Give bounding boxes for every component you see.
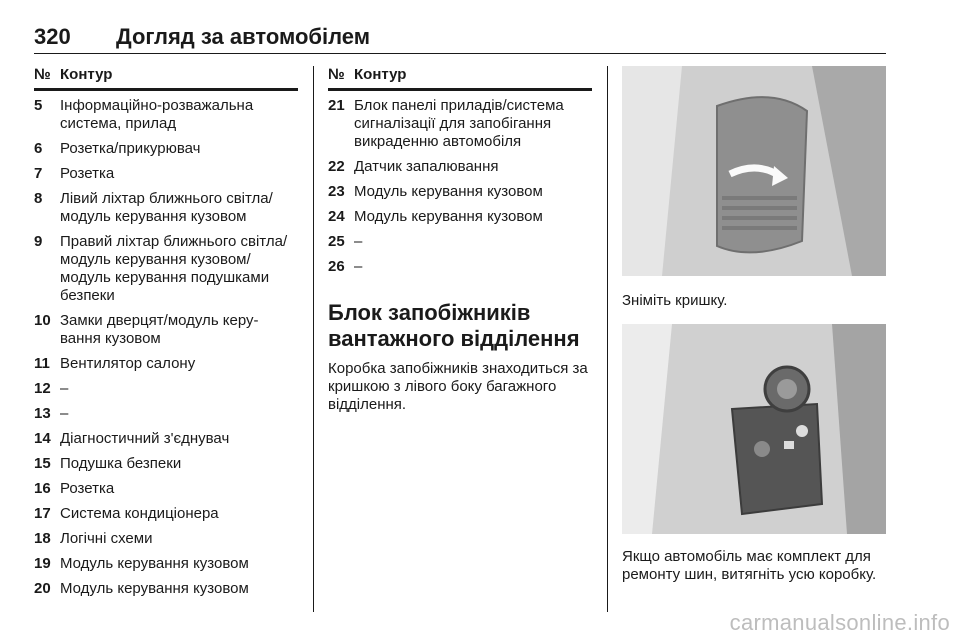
table-row <box>328 158 592 176</box>
circuit-name: Розетка <box>60 480 115 497</box>
page-header <box>34 24 886 50</box>
table-row <box>34 355 298 373</box>
table-row <box>34 480 298 498</box>
fuse-number: 6 <box>34 140 43 157</box>
fuse-number: 7 <box>34 165 43 182</box>
figures-column <box>622 66 886 584</box>
table-row <box>328 233 592 251</box>
circuit-name: Модуль керування кузовом <box>354 208 543 225</box>
fuse-number: 15 <box>34 455 51 472</box>
table-row <box>328 208 592 226</box>
circuit-name: Розетка/прикурювач <box>60 140 201 157</box>
circuit-name: Замки дверцят/модуль керу-вання кузовом <box>60 312 259 347</box>
table-row <box>34 455 298 473</box>
circuit-name: Логічні схеми <box>60 530 153 547</box>
fuse-number: 18 <box>34 530 51 547</box>
circuit-name: Блок панелі приладів/система сигналізації для запобігання викраденню автомобіля <box>354 97 564 150</box>
circuit-name: Лівий ліхтар ближнього світла/модуль керування кузовом <box>60 190 273 225</box>
fuse-number: 22 <box>328 158 345 175</box>
circuit-name: Вентилятор салону <box>60 355 196 372</box>
header-rule <box>34 53 886 54</box>
fuse-number: 14 <box>34 430 51 447</box>
table-row <box>34 165 298 183</box>
table-row <box>34 555 298 573</box>
col-circuit-header: Контур <box>354 66 407 83</box>
col-num-header: № <box>328 66 345 83</box>
table-row <box>34 580 298 598</box>
col-circuit-header: Контур <box>60 66 113 83</box>
table-header-rule <box>34 88 298 91</box>
circuit-name: Модуль керування кузовом <box>60 580 249 597</box>
fuse-number: 24 <box>328 208 345 225</box>
figure-caption: Якщо автомобіль має комплект для ремонту шин, витягніть усю коробку. <box>622 548 877 583</box>
circuit-name: Система кондиціонера <box>60 505 219 522</box>
table-header <box>34 66 298 88</box>
table-row <box>34 140 298 158</box>
table-row <box>328 183 592 201</box>
photo-fuse-box <box>622 324 886 534</box>
circuit-name: Подушка безпеки <box>60 455 182 472</box>
fuse-number: 12 <box>34 380 51 397</box>
table-row <box>34 530 298 548</box>
circuit-name: Інформаційно-розважальна система, прилад <box>60 97 254 132</box>
table-row <box>34 430 298 448</box>
fuse-box-illustration <box>622 324 886 534</box>
table-header-rule <box>328 88 592 91</box>
table-row <box>34 380 298 398</box>
fuse-table-right <box>328 66 592 414</box>
circuit-name: Модуль керування кузовом <box>354 183 543 200</box>
page-number: 320 <box>34 24 71 49</box>
table-row <box>34 190 298 226</box>
circuit-name: Діагностичний з'єднувач <box>60 430 230 447</box>
fuse-number: 23 <box>328 183 345 200</box>
circuit-name: Розетка <box>60 165 115 182</box>
fuse-number: 13 <box>34 405 51 422</box>
section-body: Коробка запобіжників знаходиться за кришкою з лівого боку багажного відділення. <box>328 360 588 413</box>
section-title: Блок запобіжників вантажного відділення <box>328 300 580 351</box>
fuse-number: 21 <box>328 97 345 114</box>
watermark-text: carmanualsonline.info <box>729 610 950 635</box>
table-row <box>34 405 298 423</box>
table-body <box>34 97 298 598</box>
chapter-title: Догляд за автомобілем <box>116 24 371 49</box>
fuse-number: 11 <box>34 355 50 372</box>
fuse-number: 17 <box>34 505 51 522</box>
circuit-name: – <box>60 405 69 422</box>
circuit-name: Датчик запалювання <box>354 158 499 175</box>
fuse-number: 25 <box>328 233 345 250</box>
circuit-name: Правий ліхтар ближнього світла/модуль керування кузовом/модуль керування подушками безпеки <box>60 233 288 304</box>
table-row <box>34 97 298 133</box>
fuse-number: 9 <box>34 233 43 250</box>
fuse-number: 8 <box>34 190 43 207</box>
table-row <box>34 312 298 348</box>
col-num-header: № <box>34 66 51 83</box>
photo-cover-panel <box>622 66 886 276</box>
fuse-number: 26 <box>328 258 345 275</box>
circuit-name: – <box>354 233 363 250</box>
fuse-number: 5 <box>34 97 43 114</box>
table-body <box>328 97 592 276</box>
table-row <box>34 505 298 523</box>
table-row <box>328 258 592 276</box>
fuse-number: 20 <box>34 580 51 597</box>
table-row <box>328 97 592 151</box>
fuse-table-left <box>34 66 298 605</box>
fuse-number: 19 <box>34 555 51 572</box>
fuse-number: 10 <box>34 312 51 329</box>
table-header <box>328 66 592 88</box>
column-divider <box>607 66 608 612</box>
circuit-name: – <box>354 258 363 275</box>
circuit-name: – <box>60 380 69 397</box>
column-divider <box>313 66 314 612</box>
fuse-number: 16 <box>34 480 51 497</box>
figure-caption: Зніміть кришку. <box>622 292 728 309</box>
cover-panel-illustration <box>622 66 886 276</box>
circuit-name: Модуль керування кузовом <box>60 555 249 572</box>
table-row <box>34 233 298 305</box>
